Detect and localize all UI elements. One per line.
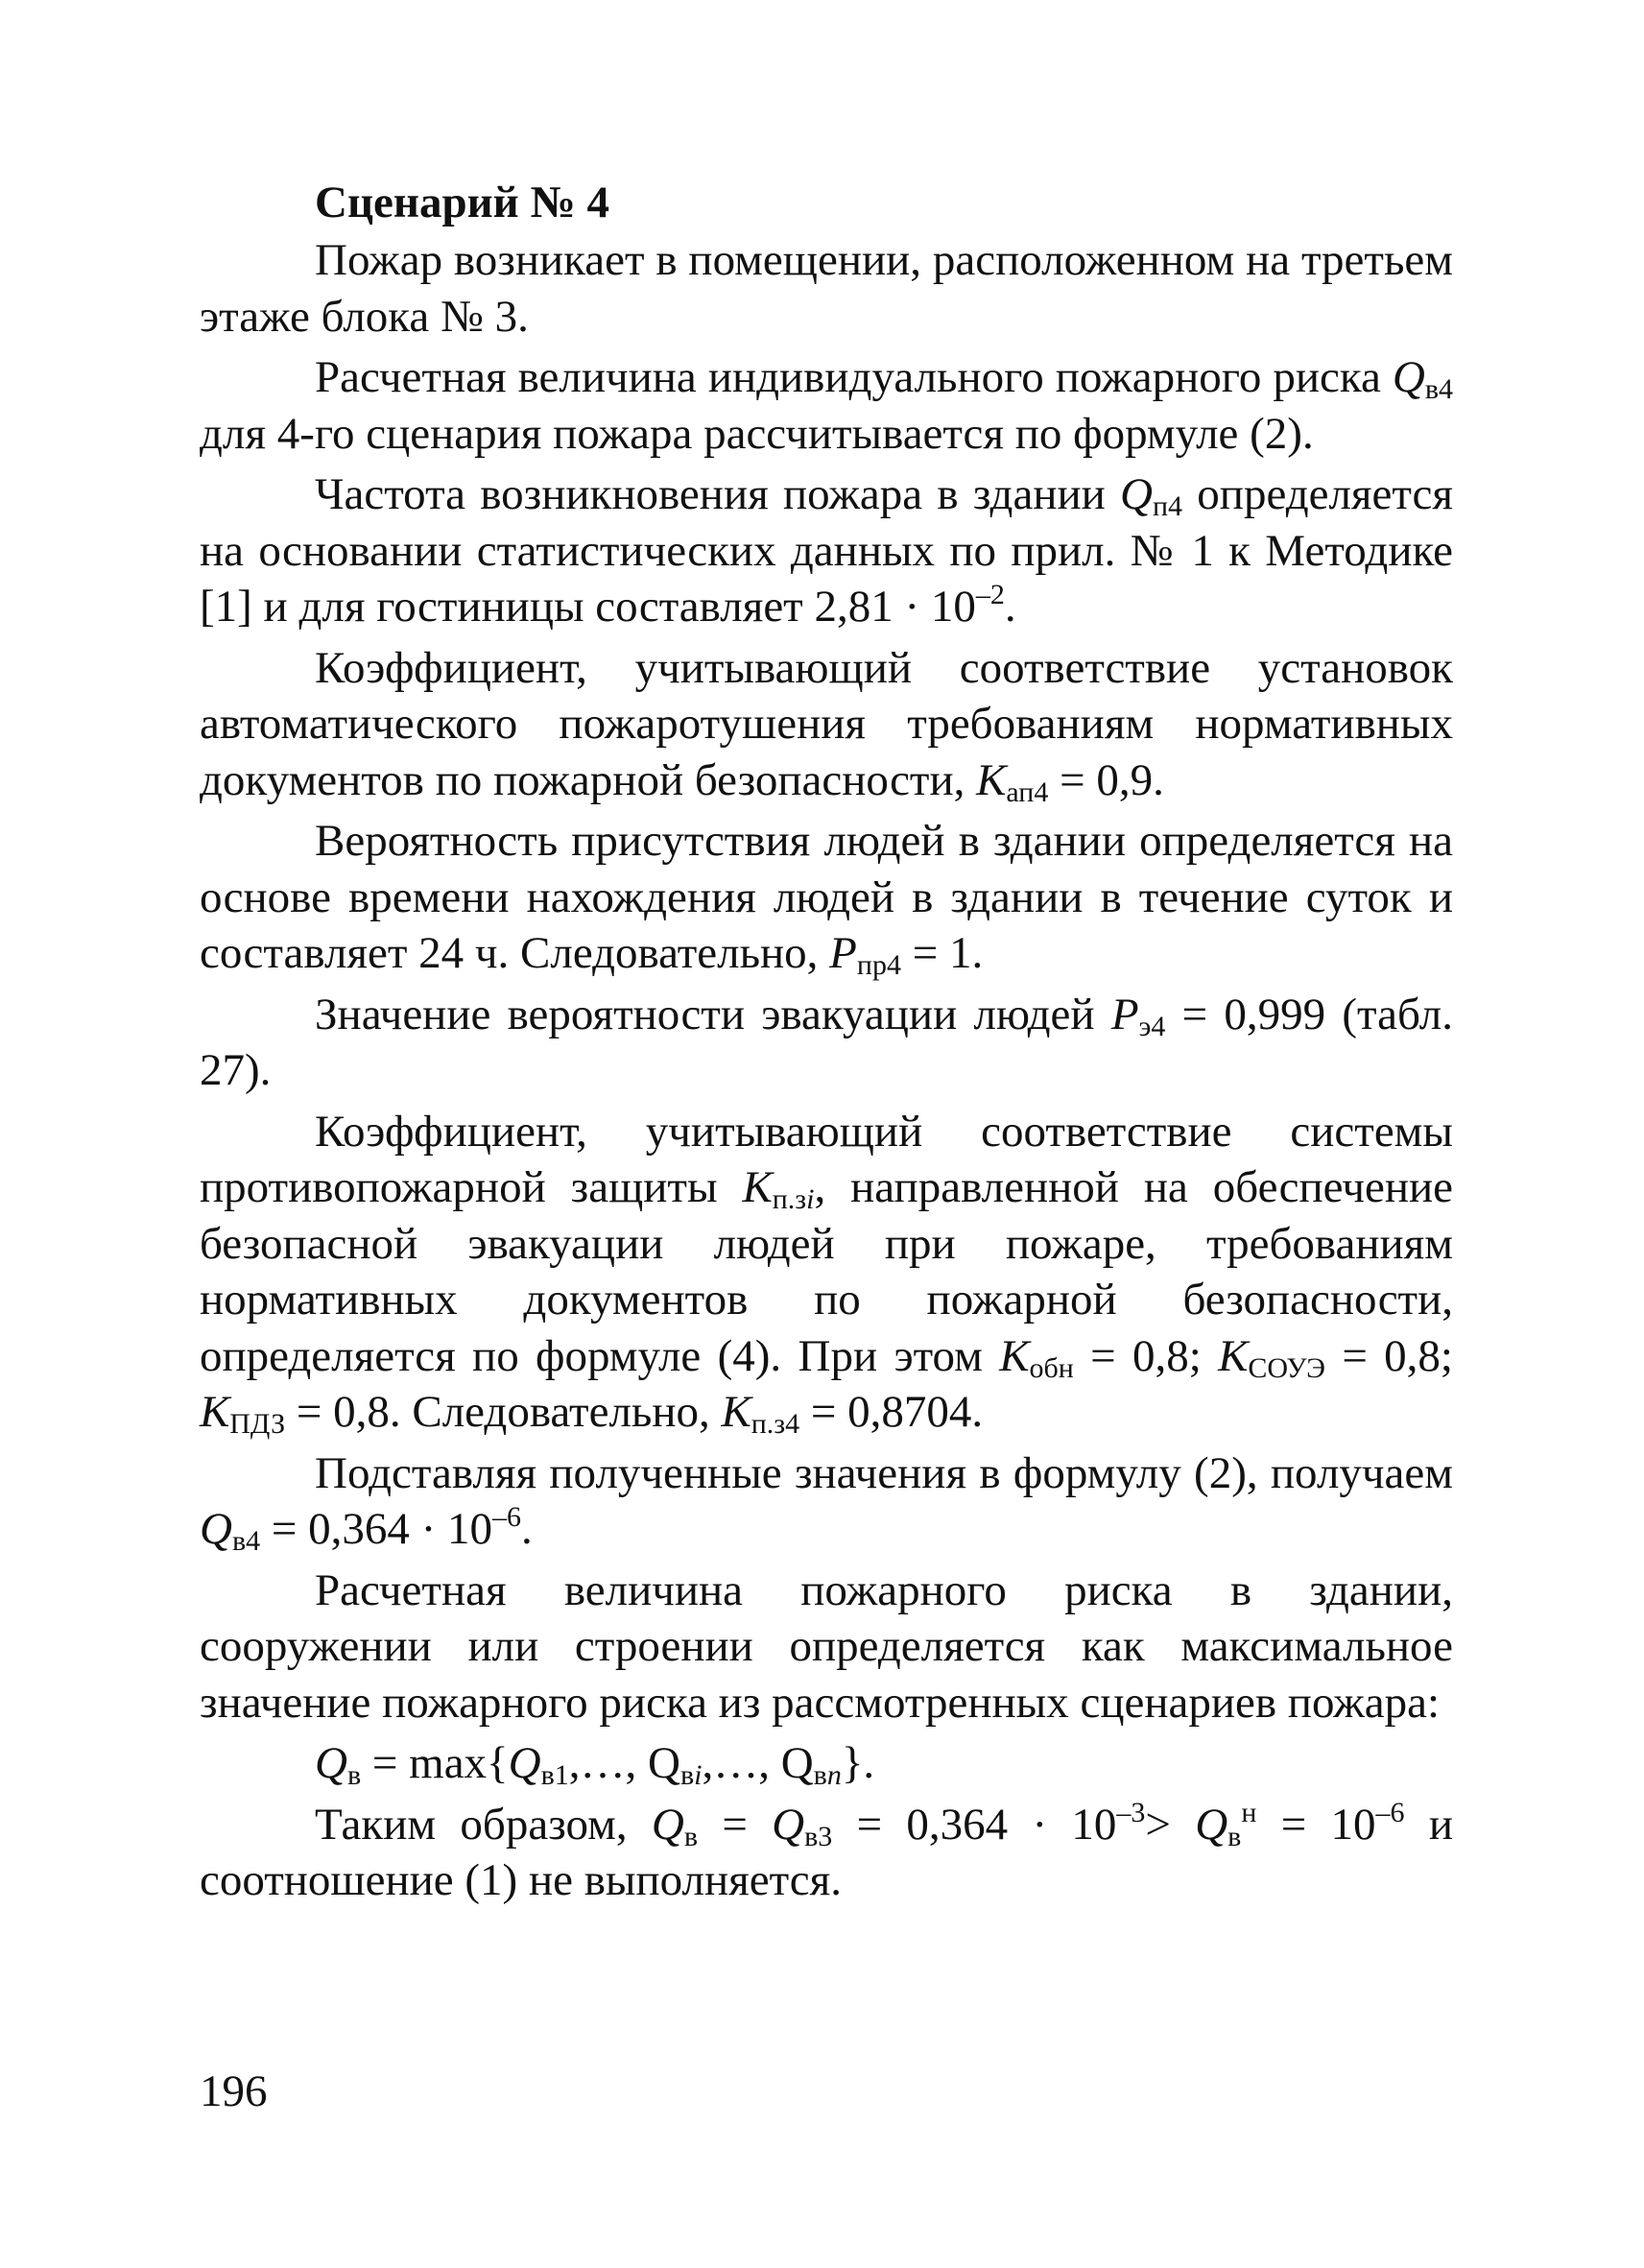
page-body bbox=[200, 175, 1453, 1914]
formula-max-risk: $Q_в$ = $\max\{Q_{в1},\dots$, $Q_{вi},\dots$, $Q_{вn}$}. bbox=[315, 1738, 875, 1791]
paragraph-protection-coefficient: Коэффициент, учитывающий соответствие системы противопожарной защиты $К_{п.зi}$, направленной на обеспечение безопасной эвакуации людей при пожаре, требованиям нормативных документов по пожарной безопасности, определяется по формуле (4). При этом $К_{обн} = 0,8$; $К_{СОУЭ} = 0,8$; $К_{ПДЗ} = 0,8$. Следовательно, $К_{п.з4} = 0,8704$. bbox=[200, 1106, 1453, 1440]
paragraph-conclusion: Таким образом, $Q_в = Q_{в3} = 0,364 \cdot 10^{-3}> Q_в^н = 10^{-6}$ и соотношение (1) не выполняется. bbox=[200, 1796, 1453, 1905]
paragraph-fire-frequency: Частота возникновения пожара в здании $Q_{п4}$ определяется на основании статистических данных по прил. № 1 к Методике [1] и для гостиницы составляет $2,81 \cdot 10^{-2}$. bbox=[200, 469, 1453, 632]
paragraph-evacuation-probability: Значение вероятности эвакуации людей $Р_{э4} = 0,999$ (табл. 27). bbox=[200, 989, 1453, 1095]
page-number: 196 bbox=[200, 2066, 268, 2116]
paragraph-fire-location: Пожар возникает в помещении, расположенном на третьем этаже блока № 3. bbox=[200, 235, 1453, 342]
scenario-heading: Сценарий № 4 bbox=[315, 178, 609, 227]
paragraph-risk-definition: Расчетная величина индивидуального пожарного риска $Q_{в4}$ для 4-го сценария пожара рассчитывается по формуле (2). bbox=[200, 352, 1453, 459]
paragraph-substitution-result: Подставляя полученные значения в формулу (2), получаем $Q_{в4} = 0,364 \cdot 10^{-6}$. bbox=[200, 1447, 1453, 1557]
paragraph-extinguishing-coefficient: Коэффициент, учитывающий соответствие установок автоматического пожаротушения требованиям нормативных документов по пожарной безопасности, $К_{ап4} = 0,9$. bbox=[200, 642, 1453, 808]
paragraph-presence-probability: Вероятность присутствия людей в здании определяется на основе времени нахождения людей в здании в течение суток и составляет 24 ч. Следовательно, $Р_{пр4} = 1$. bbox=[200, 816, 1453, 981]
paragraph-max-risk-definition: Расчетная величина пожарного риска в здании, сооружении или строении определяется как максимальное значение пожарного риска из рассмотренных сценариев пожара: bbox=[200, 1564, 1453, 1728]
